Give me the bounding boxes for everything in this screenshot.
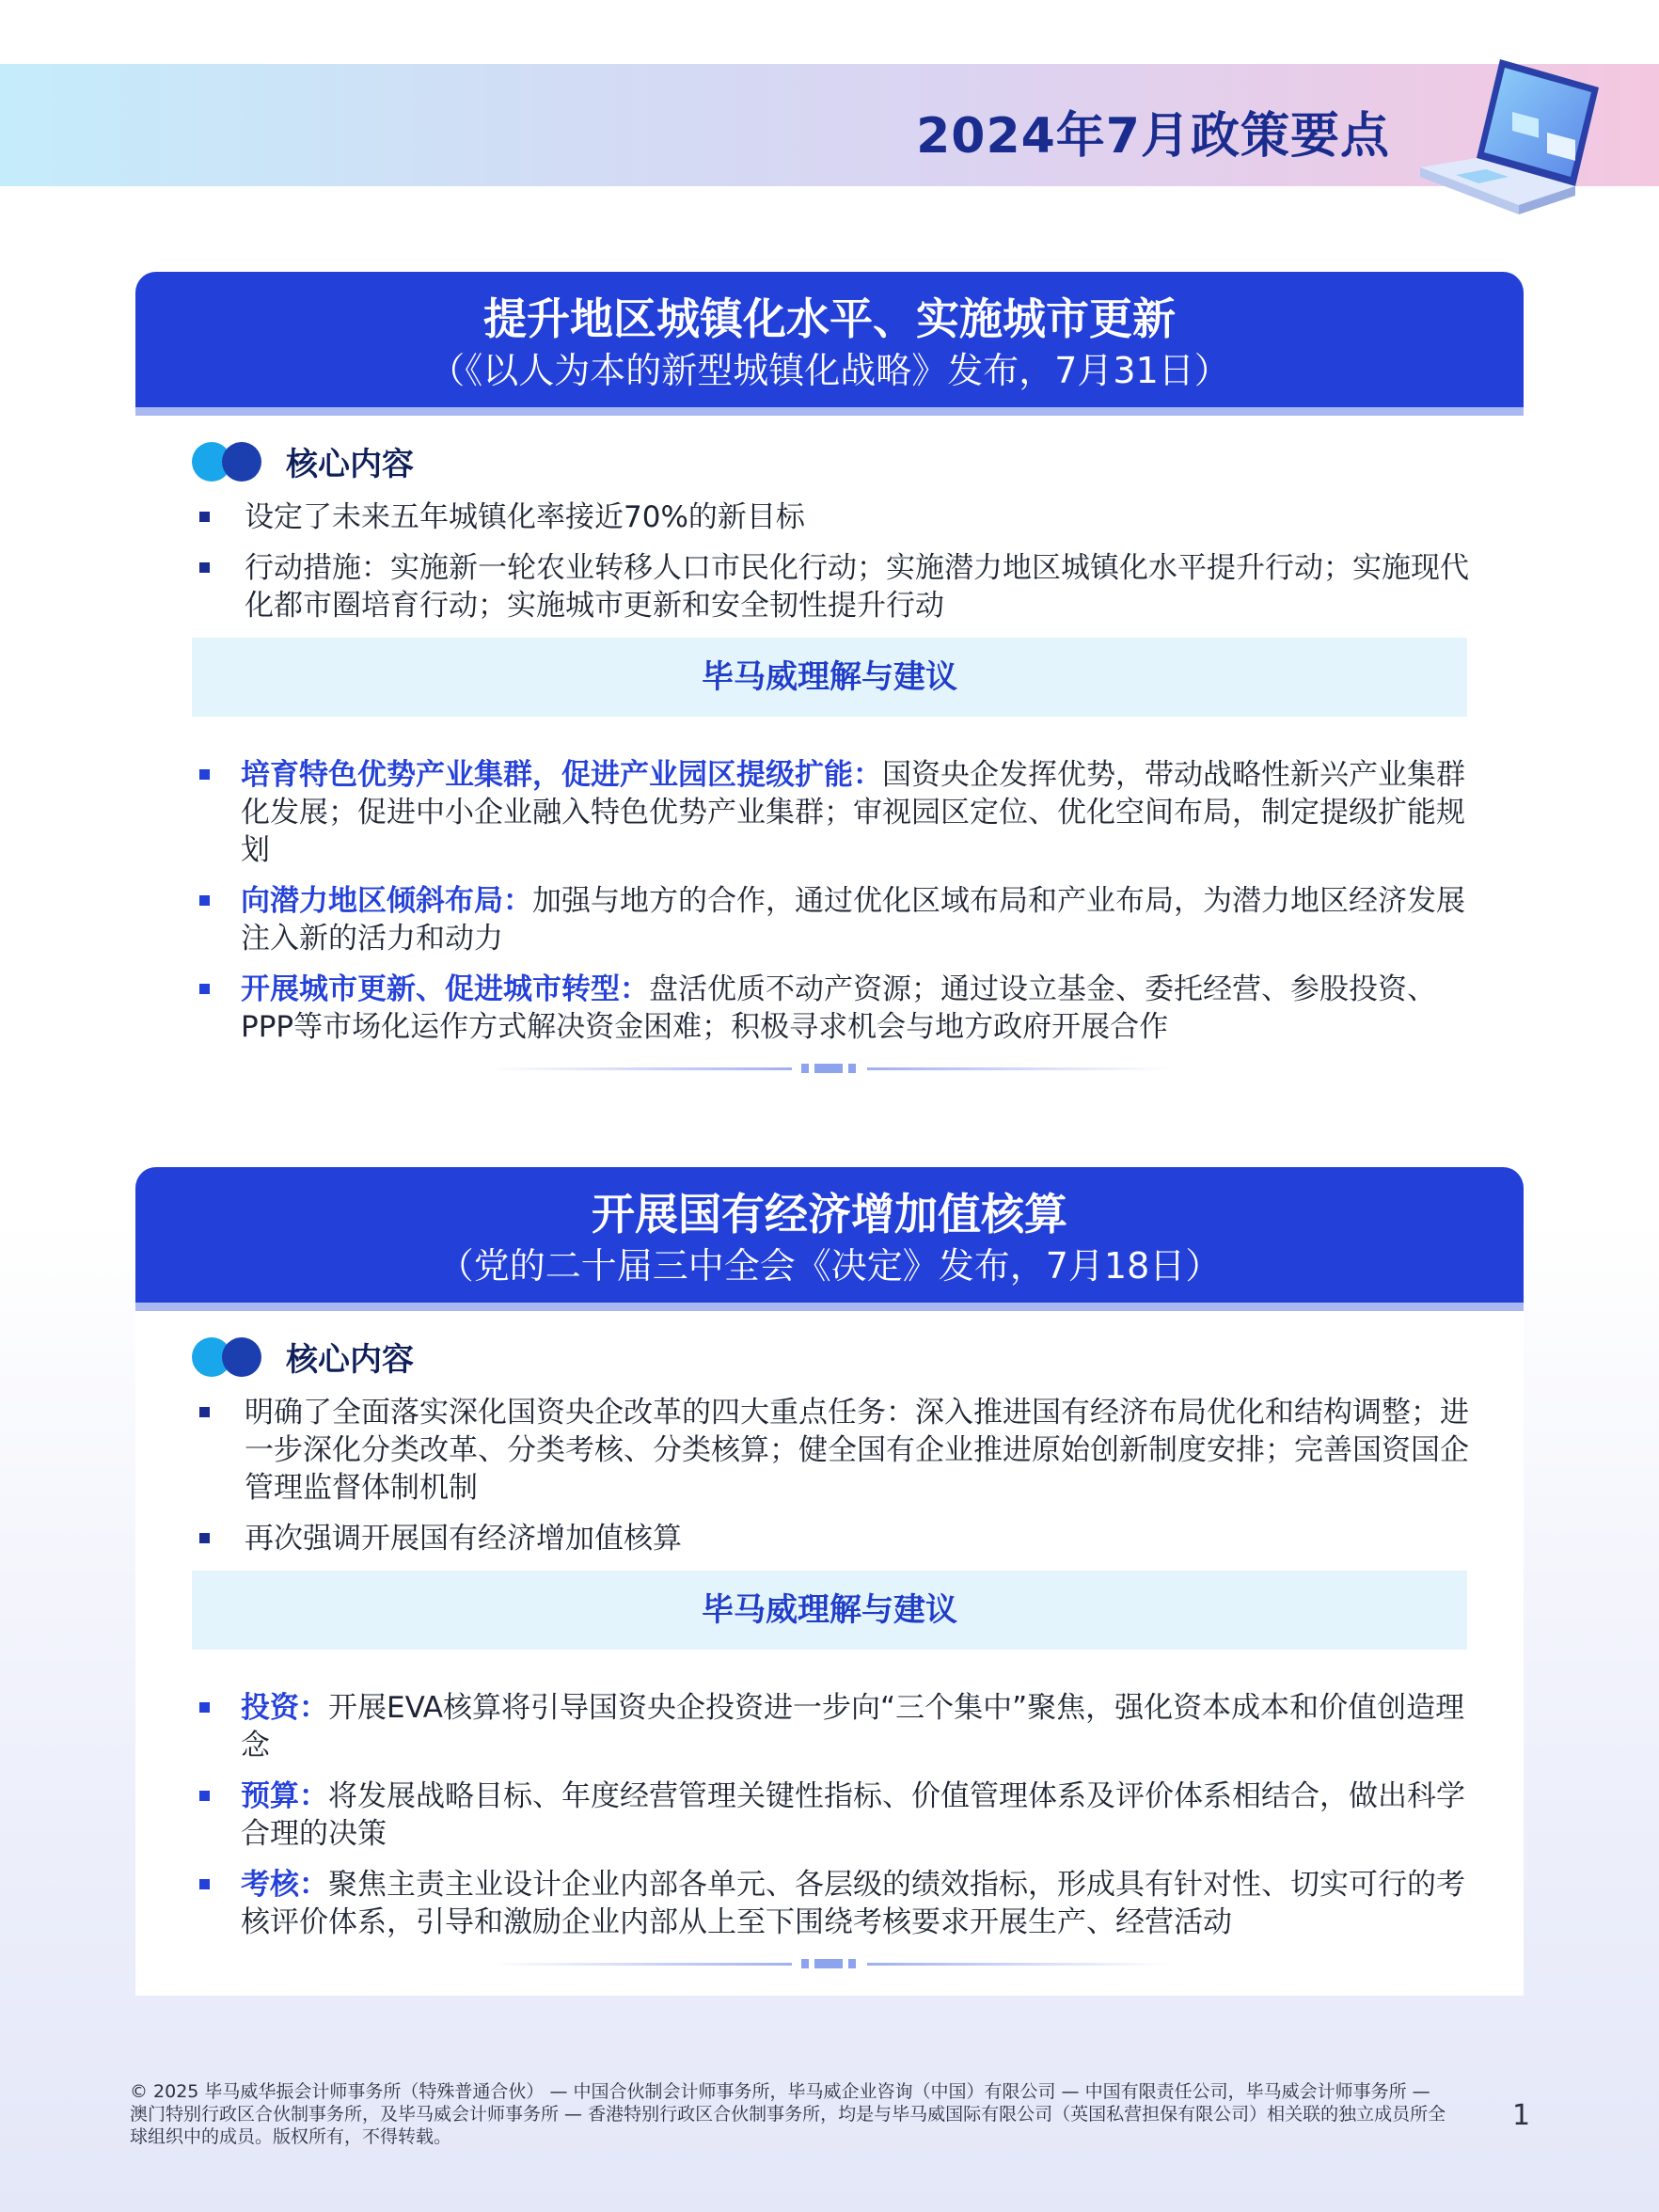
square-bullet-icon bbox=[199, 984, 210, 994]
core-content-list bbox=[135, 1394, 1524, 1557]
advice-heading: 毕马威理解与建议 bbox=[192, 1571, 1467, 1650]
list-item: 设定了未来五年城镇化率接近70%的新目标 bbox=[192, 498, 1471, 536]
list-item: 明确了全面落实深化国资央企改革的四大重点任务：深入推进国有经济布局优化和结构调整；进一步深化分类改革、分类考核、分类核算；健全国有企业推进原始创新制度安排；完善国资国企管理监督体制机制 bbox=[192, 1394, 1471, 1507]
square-bullet-icon bbox=[199, 1533, 210, 1543]
core-content-label: 核心内容 bbox=[286, 446, 414, 483]
list-item: 投资：开展EVA核算将引导国资央企投资进一步向“三个集中”聚焦，强化资本成本和价值创造理念 bbox=[192, 1689, 1471, 1764]
section-subtitle: （《以人为本的新型城镇化战略》发布，7月31日） bbox=[429, 350, 1230, 391]
section-title: 提升地区城镇化水平、实施城市更新 bbox=[483, 293, 1176, 344]
square-bullet-icon bbox=[199, 512, 210, 522]
core-content-list bbox=[135, 498, 1524, 624]
page-number: 1 bbox=[1512, 2099, 1531, 2132]
list-item: 培育特色优势产业集群，促进产业园区提级扩能：国资央企发挥优势，带动战略性新兴产业集群化发展；促进中小企业融入特色优势产业集群；审视园区定位、优化空间布局，制定提级扩能规划 bbox=[192, 756, 1471, 869]
advice-list bbox=[135, 756, 1524, 1046]
list-item: 向潜力地区倾斜布局：加强与地方的合作，通过优化区域布局和产业布局，为潜力地区经济发展注入新的活力和动力 bbox=[192, 882, 1471, 957]
section-title: 开展国有经济增加值核算 bbox=[592, 1189, 1067, 1240]
section-header bbox=[135, 1167, 1524, 1311]
core-content-heading bbox=[135, 433, 1524, 489]
section-divider bbox=[491, 1059, 1168, 1078]
square-bullet-icon bbox=[199, 1407, 210, 1417]
double-dot-icon bbox=[192, 1337, 263, 1377]
square-bullet-icon bbox=[199, 1879, 210, 1889]
advice-list bbox=[135, 1689, 1524, 1941]
copyright-notice: © 2025 毕马威华振会计师事务所（特殊普通合伙） — 中国合伙制会计师事务所，毕马威企业咨询（中国）有限公司 — 中国有限责任公司，毕马威会计师事务所 — 澳门特别行政区合伙制事务所，及毕马威会计师事务所 — 香港特别行政区合伙制事务所，均是与毕马威国际有限公司（英国私营担保有限公司）相关联的独立成员所全球组织中的成员。版权所有，不得转载。 bbox=[130, 2081, 1446, 2147]
square-bullet-icon bbox=[199, 562, 210, 573]
page-title: 2024年7月政策要点 bbox=[916, 108, 1390, 165]
core-content-label: 核心内容 bbox=[286, 1341, 414, 1379]
list-item: 考核：聚焦主责主业设计企业内部各单元、各层级的绩效指标，形成具有针对性、切实可行的考核评价体系，引导和激励企业内部从上至下围绕考核要求开展生产、经营活动 bbox=[192, 1866, 1471, 1941]
list-item: 预算：将发展战略目标、年度经营管理关键性指标、价值管理体系及评价体系相结合，做出科学合理的决策 bbox=[192, 1778, 1471, 1853]
advice-heading: 毕马威理解与建议 bbox=[192, 638, 1467, 717]
section-header bbox=[135, 272, 1524, 416]
square-bullet-icon bbox=[199, 1702, 210, 1713]
list-item: 行动措施：实施新一轮农业转移人口市民化行动；实施潜力地区城镇化水平提升行动；实施现代化都市圈培育行动；实施城市更新和安全韧性提升行动 bbox=[192, 549, 1471, 624]
section-urbanization bbox=[135, 272, 1524, 1078]
list-item: 开展城市更新、促进城市转型：盘活优质不动产资源；通过设立基金、委托经营、参股投资、PPP等市场化运作方式解决资金困难；积极寻求机会与地方政府开展合作 bbox=[192, 971, 1471, 1046]
double-dot-icon bbox=[192, 442, 263, 482]
laptop-illustration-icon bbox=[1411, 55, 1627, 224]
list-item: 再次强调开展国有经济增加值核算 bbox=[192, 1520, 1471, 1557]
square-bullet-icon bbox=[199, 895, 210, 906]
section-eva-accounting bbox=[135, 1167, 1524, 1996]
section-divider bbox=[491, 1954, 1168, 1973]
core-content-heading bbox=[135, 1328, 1524, 1384]
square-bullet-icon bbox=[199, 1791, 210, 1801]
section-subtitle: （党的二十届三中全会《决定》发布，7月18日） bbox=[437, 1245, 1222, 1287]
square-bullet-icon bbox=[199, 769, 210, 780]
